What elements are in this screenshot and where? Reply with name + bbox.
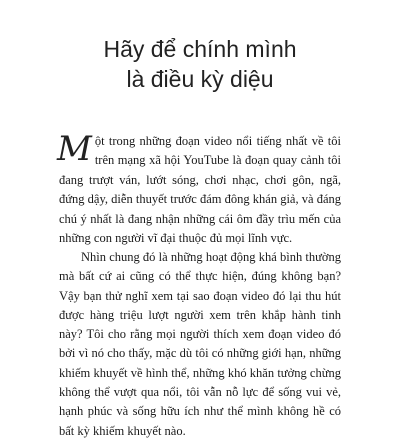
chapter-title [0, 34, 400, 94]
chapter-title-line-2: là điều kỳ diệu [126, 66, 274, 92]
paragraph-2: Nhìn chung đó là những hoạt động khá bình thường mà bất cứ ai cũng có thể thực hiện, đúng không bạn? Vậy bạn thử nghĩ xem tại sao đoạn video đó lại thu hút được hàng triệu lượt người xem trên khắp hành tinh này? Tôi cho rằng mọi người thích xem đoạn video đó bởi vì nó cho thấy, mặc dù tôi có những giới hạn, những khiếm khuyết về hình thể, những khó khăn tưởng chừng không thể vượt qua nổi, tôi vẫn nỗ lực để sống vui vẻ, hạnh phúc và sống hữu ích như thể mình không hề có bất kỳ khiếm khuyết nào. [59, 250, 341, 438]
drop-cap: M [57, 129, 92, 169]
chapter-title-line-1: Hãy để chính mình [103, 36, 297, 62]
paragraph-1 [57, 129, 341, 248]
paragraph-1-text: ột trong những đoạn video nổi tiếng nhất về tôi trên mạng xã hội YouTube là đoạn quay cảnh tôi đang trượt ván, lướt sóng, chơi nhạc, chơi gôn, ngã, đứng dậy, diễn thuyết trước đám đông khán giả, và đáng chú ý nhất là đang nhận những cái ôm đầy trìu mến của những con người vĩ đại thuộc đủ mọi lĩnh vực. [59, 134, 341, 246]
